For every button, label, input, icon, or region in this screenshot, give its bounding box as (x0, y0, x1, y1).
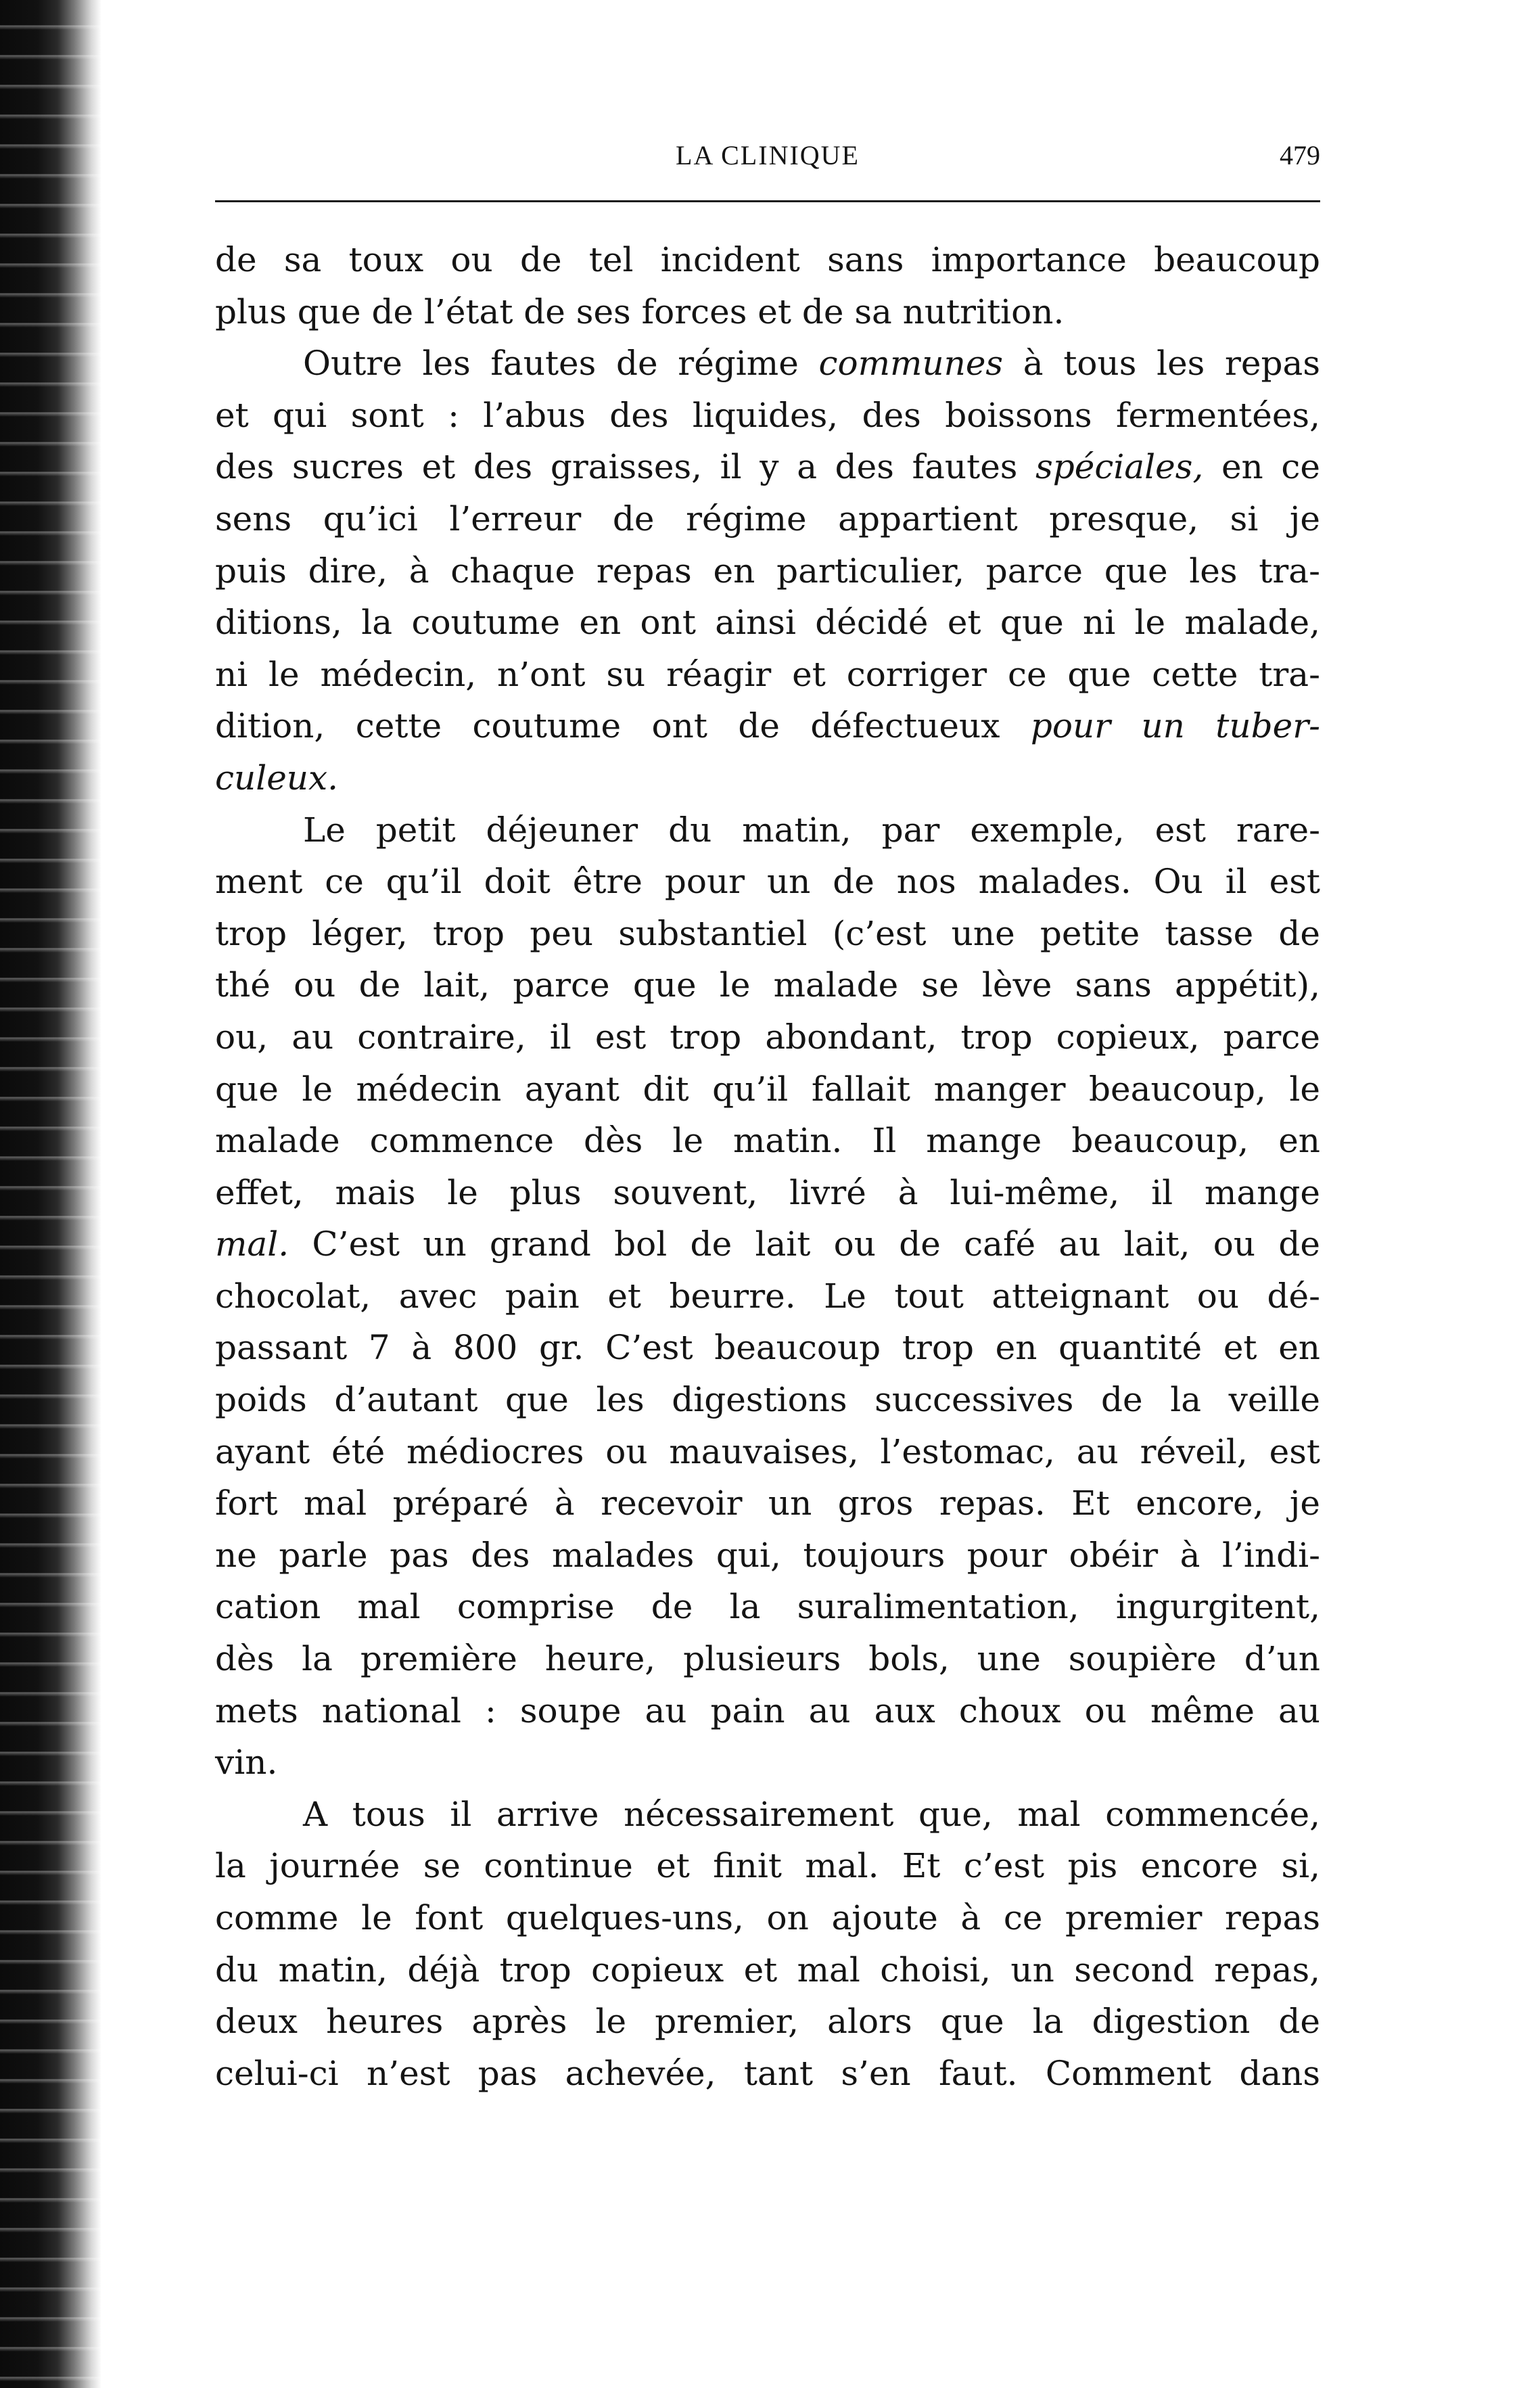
text-line: ne parle pas des malades qui, toujours pour obéir à l’indi- (215, 1535, 1320, 1575)
running-title: LA CLINIQUE (676, 140, 860, 170)
text-line: des sucres et des graisses, il y a des fautes spéciales, en ce (215, 447, 1321, 487)
text-line: dition, cette coutume ont de défectueux pour un tuber- (215, 706, 1320, 746)
text-line: mal. C’est un grand bol de lait ou de café au lait, ou de (215, 1224, 1320, 1264)
text-line: celui-ci n’est pas achevée, tant s’en faut. Comment dans (215, 2053, 1320, 2093)
text-line: poids d’autant que les digestions successives de la veille (215, 1380, 1320, 1420)
text-line: et qui sont : l’abus des liquides, des boissons fermentées, (215, 395, 1320, 435)
text-line: la journée se continue et finit mal. Et c’est pis encore si, (215, 1846, 1320, 1886)
text-line: comme le font quelques-uns, on ajoute à ce premier repas (215, 1898, 1320, 1937)
text-line: deux heures après le premier, alors que la digestion de (215, 2002, 1320, 2042)
running-head (215, 139, 1320, 180)
text-line: du matin, déjà trop copieux et mal choisi, un second repas, (215, 1950, 1320, 1990)
text-line: malade commence dès le matin. Il mange beaucoup, en (215, 1121, 1320, 1161)
text-line: ni le médecin, n’ont su réagir et corriger ce que cette tra- (215, 654, 1320, 694)
text-line: ment ce qu’il doit être pour un de nos malades. Ou il est (215, 862, 1320, 902)
italic-text: culeux. (215, 758, 339, 798)
italic-text: pour un tuber- (1030, 706, 1320, 746)
header-rule (215, 200, 1320, 202)
binding-shadow (0, 0, 101, 2388)
text-line: fort mal préparé à recevoir un gros repas. Et encore, je (215, 1484, 1320, 1523)
text-line: A tous il arrive nécessairement que, mal commencée, (303, 1794, 1320, 1834)
text-line: effet, mais le plus souvent, livré à lui-même, il mange (215, 1172, 1320, 1212)
text-line: sens qu’ici l’erreur de régime appartient presque, si je (215, 499, 1320, 538)
text-line: que le médecin ayant dit qu’il fallait manger beaucoup, le (215, 1069, 1320, 1109)
text-line: trop léger, trop peu substantiel (c’est une petite tasse de (215, 913, 1320, 953)
text-line: mets national : soupe au pain au aux choux ou même au (215, 1691, 1320, 1730)
text-line: cation mal comprise de la suralimentation, ingurgitent, (215, 1587, 1320, 1627)
text-line: plus que de l’état de ses forces et de sa nutrition. (215, 292, 1065, 331)
italic-text: communes (818, 344, 1004, 384)
text-line: puis dire, à chaque repas en particulier, parce que les tra- (215, 551, 1320, 591)
italic-text: spéciales, (1035, 447, 1204, 487)
text-line: dès la première heure, plusieurs bols, une soupière d’un (215, 1639, 1320, 1679)
text-line: de sa toux ou de tel incident sans importance beaucoup (215, 240, 1320, 279)
text-line: thé ou de lait, parce que le malade se lève sans appétit), (215, 965, 1320, 1005)
page-number: 479 (1280, 140, 1320, 170)
text-line: vin. (215, 1743, 278, 1783)
text-line: chocolat, avec pain et beurre. Le tout atteignant ou dé- (215, 1276, 1320, 1316)
text-line: ayant été médiocres ou mauvaises, l’estomac, au réveil, est (215, 1431, 1320, 1471)
text-line: Le petit déjeuner du matin, par exemple, est rare- (303, 810, 1320, 850)
text-line: Outre les fautes de régime communes à tous les repas (303, 344, 1320, 384)
text-line: passant 7 à 800 gr. C’est beaucoup trop en quantité et en (215, 1328, 1320, 1368)
text-line: ou, au contraire, il est trop abondant, trop copieux, parce (215, 1017, 1320, 1057)
text-line (215, 752, 1320, 804)
text-line: ditions, la coutume en ont ainsi décidé et que ni le malade, (215, 603, 1320, 643)
body-text (215, 234, 1320, 2099)
italic-text: mal. (215, 1224, 289, 1264)
